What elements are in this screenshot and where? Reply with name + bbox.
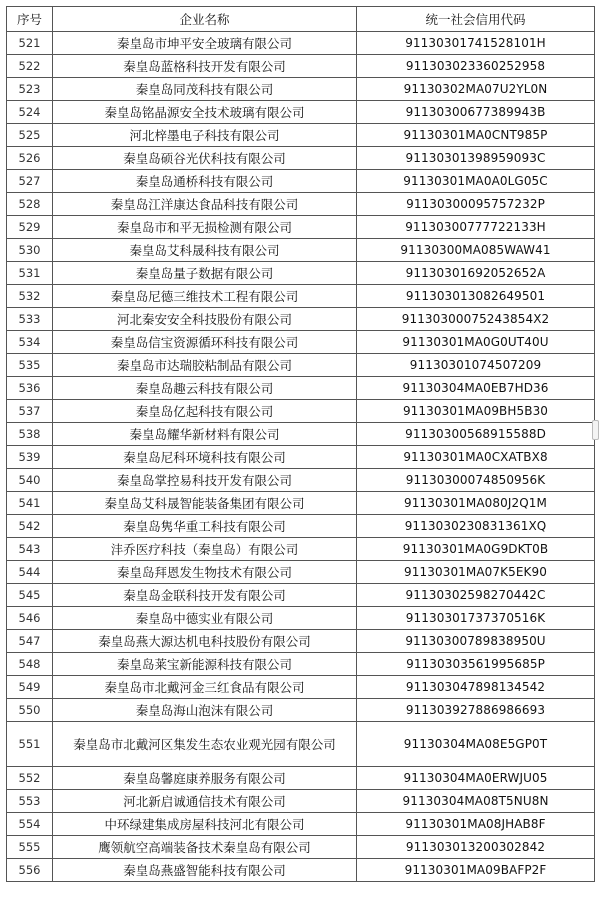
row-index: 556 <box>7 859 53 882</box>
table-row <box>7 836 595 859</box>
credit-code: 91130301692052652A <box>357 262 595 285</box>
company-name: 秦皇岛耀华新材料有限公司 <box>53 423 357 446</box>
company-name: 秦皇岛亿起科技有限公司 <box>53 400 357 423</box>
credit-code: 91130301398959093C <box>357 147 595 170</box>
table-row <box>7 170 595 193</box>
company-name: 秦皇岛市和平无损检测有限公司 <box>53 216 357 239</box>
row-index: 547 <box>7 630 53 653</box>
table-row <box>7 722 595 767</box>
row-index: 522 <box>7 55 53 78</box>
table-row <box>7 101 595 124</box>
company-name: 秦皇岛隽华重工科技有限公司 <box>53 515 357 538</box>
row-index: 548 <box>7 653 53 676</box>
credit-code: 91130300075243854X2 <box>357 308 595 331</box>
company-name: 秦皇岛信宝资源循环科技有限公司 <box>53 331 357 354</box>
row-index: 530 <box>7 239 53 262</box>
table-row <box>7 239 595 262</box>
credit-code: 91130304MA08E5GP0T <box>357 722 595 767</box>
company-name: 秦皇岛拜恩发生物技术有限公司 <box>53 561 357 584</box>
row-index: 531 <box>7 262 53 285</box>
credit-code: 91130301MA0CNT985P <box>357 124 595 147</box>
row-index: 524 <box>7 101 53 124</box>
table-row <box>7 308 595 331</box>
row-index: 539 <box>7 446 53 469</box>
credit-code: 91130301MA07K5EK90 <box>357 561 595 584</box>
company-name: 秦皇岛尼科环境科技有限公司 <box>53 446 357 469</box>
row-index: 525 <box>7 124 53 147</box>
table-row <box>7 813 595 836</box>
company-name: 秦皇岛莱宝新能源科技有限公司 <box>53 653 357 676</box>
table-row <box>7 607 595 630</box>
row-index: 536 <box>7 377 53 400</box>
credit-code: 911303023360252958 <box>357 55 595 78</box>
row-index: 532 <box>7 285 53 308</box>
credit-code: 911303927886986693 <box>357 699 595 722</box>
credit-code: 91130301MA09BAFP2F <box>357 859 595 882</box>
company-name: 秦皇岛海山泡沫有限公司 <box>53 699 357 722</box>
company-name: 秦皇岛燕盛智能科技有限公司 <box>53 859 357 882</box>
table-row <box>7 584 595 607</box>
company-name: 秦皇岛尼德三维技术工程有限公司 <box>53 285 357 308</box>
row-index: 540 <box>7 469 53 492</box>
table-row <box>7 469 595 492</box>
credit-code: 91130301MA08JHAB8F <box>357 813 595 836</box>
table-body <box>7 32 595 882</box>
row-index: 551 <box>7 722 53 767</box>
row-index: 534 <box>7 331 53 354</box>
table-row <box>7 354 595 377</box>
credit-code: 911303013200302842 <box>357 836 595 859</box>
row-index: 527 <box>7 170 53 193</box>
company-name: 秦皇岛铭晶源安全技术玻璃有限公司 <box>53 101 357 124</box>
table-row <box>7 446 595 469</box>
credit-code: 91130304MA0EB7HD36 <box>357 377 595 400</box>
credit-code: 91130301MA0A0LG05C <box>357 170 595 193</box>
row-index: 523 <box>7 78 53 101</box>
company-name: 河北新启诚通信技术有限公司 <box>53 790 357 813</box>
credit-code: 9113030230831361XQ <box>357 515 595 538</box>
credit-code: 91130301MA0G9DKT0B <box>357 538 595 561</box>
table-row <box>7 377 595 400</box>
table-row <box>7 216 595 239</box>
credit-code: 911303013082649501 <box>357 285 595 308</box>
credit-code: 91130301074507209 <box>357 354 595 377</box>
table-row <box>7 538 595 561</box>
header-row <box>7 7 595 32</box>
credit-code: 91130300568915588D <box>357 423 595 446</box>
header-company-name: 企业名称 <box>53 7 357 32</box>
credit-code: 91130301737370516K <box>357 607 595 630</box>
row-index: 542 <box>7 515 53 538</box>
company-name: 秦皇岛市北戴河金三红食品有限公司 <box>53 676 357 699</box>
credit-code: 91130304MA08T5NU8N <box>357 790 595 813</box>
company-name: 秦皇岛趣云科技有限公司 <box>53 377 357 400</box>
table-row <box>7 262 595 285</box>
company-name: 秦皇岛同茂科技有限公司 <box>53 78 357 101</box>
company-name: 秦皇岛市达瑞胶粘制品有限公司 <box>53 354 357 377</box>
table-row <box>7 193 595 216</box>
table-row <box>7 653 595 676</box>
table-row <box>7 561 595 584</box>
table-row <box>7 124 595 147</box>
credit-code: 91130301MA09BH5B30 <box>357 400 595 423</box>
table-row <box>7 492 595 515</box>
company-name: 秦皇岛量子数据有限公司 <box>53 262 357 285</box>
table-row <box>7 790 595 813</box>
table-row <box>7 55 595 78</box>
table-row <box>7 859 595 882</box>
table-row <box>7 423 595 446</box>
company-name: 河北梓墨电子科技有限公司 <box>53 124 357 147</box>
table-container <box>6 6 594 882</box>
enterprise-table <box>6 6 595 882</box>
credit-code: 91130302MA07U2YL0N <box>357 78 595 101</box>
company-name: 中环绿建集成房屋科技河北有限公司 <box>53 813 357 836</box>
credit-code: 91130302598270442C <box>357 584 595 607</box>
header-index: 序号 <box>7 7 53 32</box>
row-index: 544 <box>7 561 53 584</box>
row-index: 552 <box>7 767 53 790</box>
row-index: 533 <box>7 308 53 331</box>
table-row <box>7 630 595 653</box>
table-row <box>7 699 595 722</box>
credit-code: 91130301MA0CXATBX8 <box>357 446 595 469</box>
company-name: 秦皇岛馨庭康养服务有限公司 <box>53 767 357 790</box>
company-name: 秦皇岛掌控易科技开发有限公司 <box>53 469 357 492</box>
company-name: 鹰领航空高端装备技术秦皇岛有限公司 <box>53 836 357 859</box>
company-name: 秦皇岛通桥科技有限公司 <box>53 170 357 193</box>
row-index: 526 <box>7 147 53 170</box>
table-row <box>7 78 595 101</box>
row-index: 553 <box>7 790 53 813</box>
row-index: 538 <box>7 423 53 446</box>
credit-code: 91130303561995685P <box>357 653 595 676</box>
company-name: 秦皇岛蓝格科技开发有限公司 <box>53 55 357 78</box>
credit-code: 91130300677389943B <box>357 101 595 124</box>
company-name: 秦皇岛市北戴河区集发生态农业观光园有限公司 <box>53 722 357 767</box>
row-index: 543 <box>7 538 53 561</box>
credit-code: 91130301741528101H <box>357 32 595 55</box>
row-index: 528 <box>7 193 53 216</box>
row-index: 550 <box>7 699 53 722</box>
row-index: 541 <box>7 492 53 515</box>
company-name: 秦皇岛燕大源达机电科技股份有限公司 <box>53 630 357 653</box>
credit-code: 91130300789838950U <box>357 630 595 653</box>
credit-code: 91130304MA0ERWJU05 <box>357 767 595 790</box>
credit-code: 91130300MA085WAW41 <box>357 239 595 262</box>
company-name: 秦皇岛金联科技开发有限公司 <box>53 584 357 607</box>
company-name: 秦皇岛硕谷光伏科技有限公司 <box>53 147 357 170</box>
company-name: 秦皇岛中德实业有限公司 <box>53 607 357 630</box>
row-index: 549 <box>7 676 53 699</box>
row-index: 529 <box>7 216 53 239</box>
row-index: 545 <box>7 584 53 607</box>
table-row <box>7 285 595 308</box>
table-row <box>7 32 595 55</box>
table-row <box>7 676 595 699</box>
row-index: 521 <box>7 32 53 55</box>
credit-code: 91130301MA0G0UT40U <box>357 331 595 354</box>
table-row <box>7 400 595 423</box>
company-name: 秦皇岛江洋康达食品科技有限公司 <box>53 193 357 216</box>
row-index: 555 <box>7 836 53 859</box>
company-name: 沣乔医疗科技（秦皇岛）有限公司 <box>53 538 357 561</box>
row-index: 535 <box>7 354 53 377</box>
company-name: 秦皇岛市坤平安全玻璃有限公司 <box>53 32 357 55</box>
table-row <box>7 515 595 538</box>
credit-code: 91130300777722133H <box>357 216 595 239</box>
table-row <box>7 331 595 354</box>
scrollbar-handle[interactable] <box>592 420 599 440</box>
header-credit-code: 统一社会信用代码 <box>357 7 595 32</box>
credit-code: 911303047898134542 <box>357 676 595 699</box>
row-index: 554 <box>7 813 53 836</box>
row-index: 546 <box>7 607 53 630</box>
credit-code: 91130301MA080J2Q1M <box>357 492 595 515</box>
table-row <box>7 147 595 170</box>
company-name: 河北秦安安全科技股份有限公司 <box>53 308 357 331</box>
table-row <box>7 767 595 790</box>
company-name: 秦皇岛艾科晟智能装备集团有限公司 <box>53 492 357 515</box>
row-index: 537 <box>7 400 53 423</box>
credit-code: 91130300074850956K <box>357 469 595 492</box>
company-name: 秦皇岛艾科晟科技有限公司 <box>53 239 357 262</box>
credit-code: 91130300095757232P <box>357 193 595 216</box>
